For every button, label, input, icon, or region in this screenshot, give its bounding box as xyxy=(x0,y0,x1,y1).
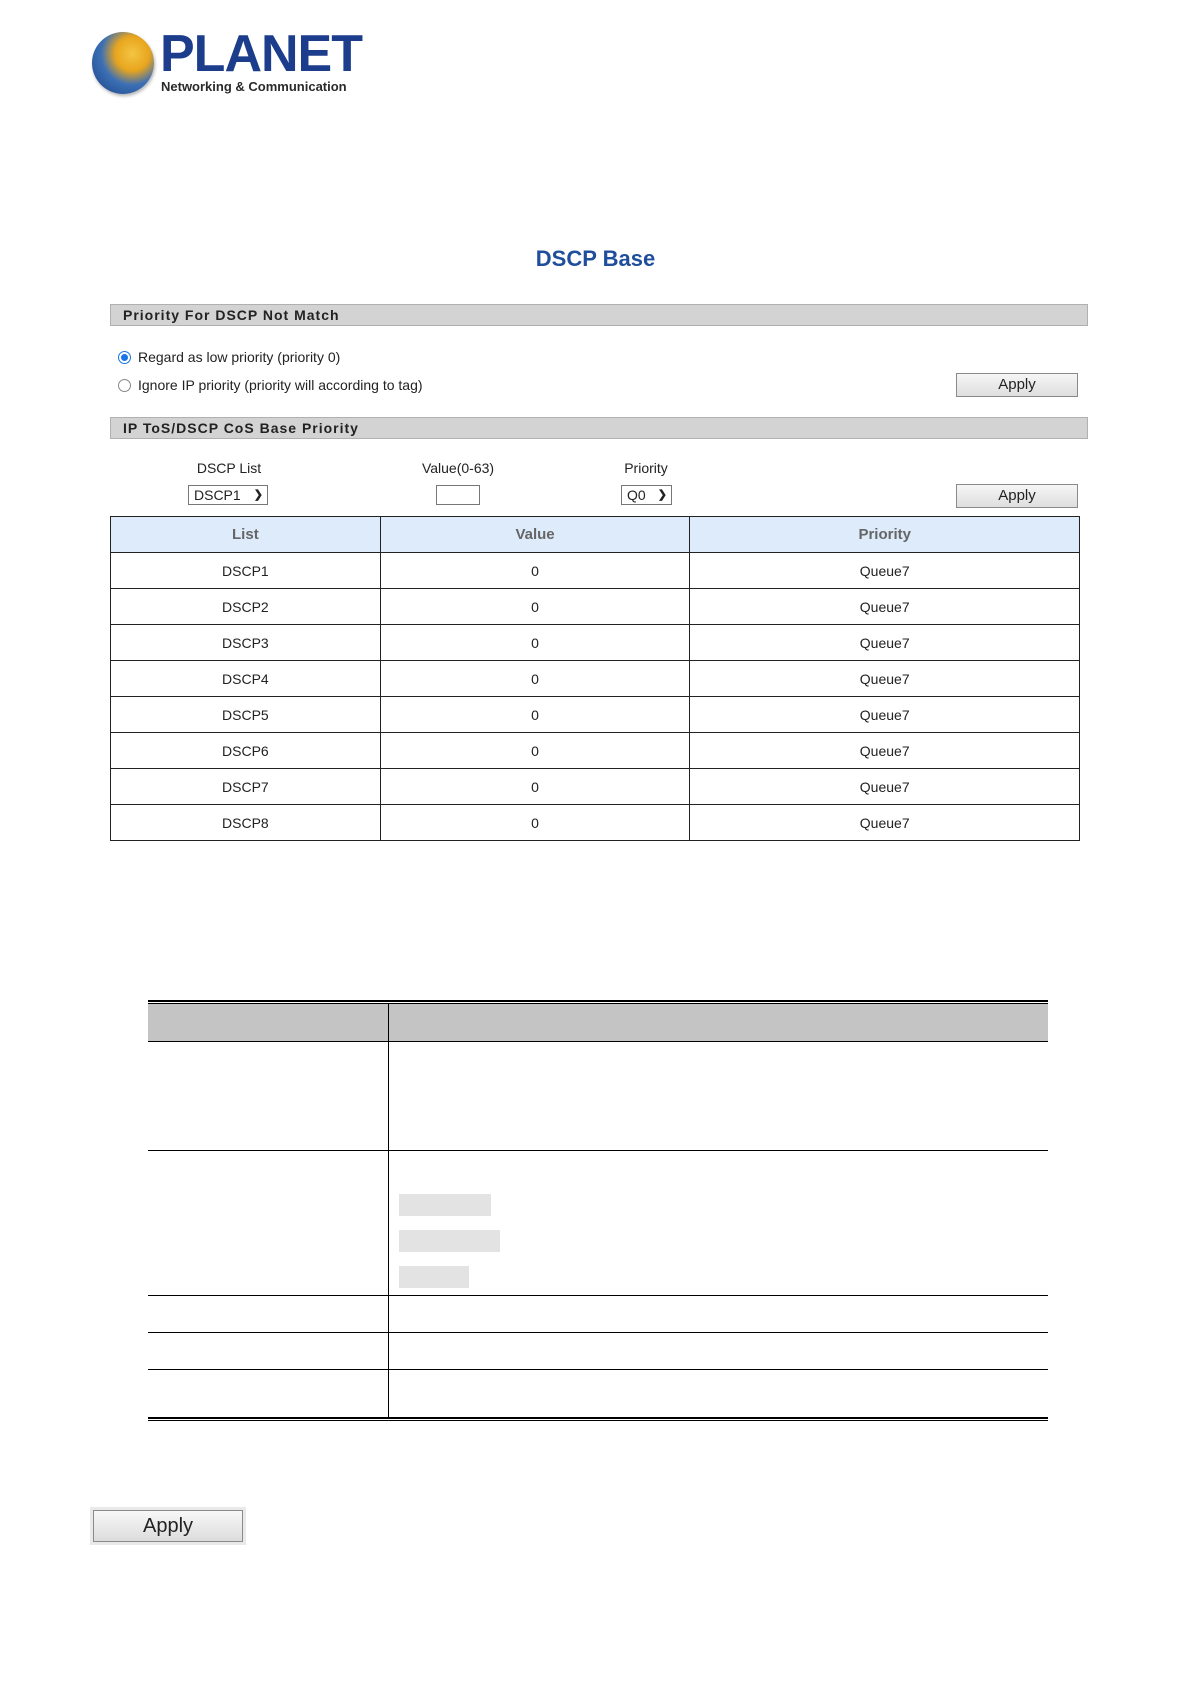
table-row xyxy=(111,553,1080,589)
table-row xyxy=(111,697,1080,733)
cell-value: 0 xyxy=(380,589,690,625)
dscp-list-select[interactable] xyxy=(188,485,268,505)
cell-value: 0 xyxy=(380,661,690,697)
cell-priority: Queue7 xyxy=(690,697,1080,733)
cell-value: 0 xyxy=(380,697,690,733)
value-input[interactable] xyxy=(436,485,480,505)
priority-label: Priority xyxy=(624,460,668,476)
table-row xyxy=(111,769,1080,805)
cell-list: DSCP2 xyxy=(111,589,381,625)
table-bottom-rule xyxy=(148,1417,1048,1421)
cell-value: 0 xyxy=(380,553,690,589)
cell-list: DSCP6 xyxy=(111,733,381,769)
row-divider xyxy=(148,1369,1048,1370)
cell-list: DSCP1 xyxy=(111,553,381,589)
planet-logo-globe-icon xyxy=(92,32,154,94)
column-header-list: List xyxy=(111,517,381,553)
cell-value: 0 xyxy=(380,769,690,805)
cell-list: DSCP7 xyxy=(111,769,381,805)
priority-select[interactable] xyxy=(621,485,672,505)
logo-title: PLANET xyxy=(160,25,362,83)
value-label: Value(0-63) xyxy=(421,460,495,476)
radio-option-low-priority[interactable] xyxy=(118,349,340,365)
cell-priority: Queue7 xyxy=(690,625,1080,661)
row-divider xyxy=(148,1332,1048,1333)
cell-value: 0 xyxy=(380,625,690,661)
section-header-not-match: Priority For DSCP Not Match xyxy=(110,304,1088,326)
cell-priority: Queue7 xyxy=(690,805,1080,841)
table-row xyxy=(111,805,1080,841)
table-row xyxy=(111,589,1080,625)
description-table-header xyxy=(148,1004,1048,1042)
dscp-list-selected-value: DSCP1 xyxy=(194,487,241,503)
dscp-list-label: DSCP List xyxy=(196,460,262,476)
column-header-value: Value xyxy=(380,517,690,553)
apply-button-example[interactable]: Apply xyxy=(93,1510,243,1542)
table-row xyxy=(111,625,1080,661)
apply-button-example-frame xyxy=(90,1507,246,1545)
cell-priority: Queue7 xyxy=(690,661,1080,697)
cell-list: DSCP5 xyxy=(111,697,381,733)
table-row xyxy=(111,733,1080,769)
radio-label-ignore-ip-priority: Ignore IP priority (priority will according to tag) xyxy=(138,377,423,393)
table-header-row xyxy=(111,517,1080,553)
radio-option-ignore-ip-priority[interactable] xyxy=(118,377,423,393)
cell-value: 0 xyxy=(380,733,690,769)
radio-selected-icon[interactable] xyxy=(118,351,131,364)
highlight-chip xyxy=(399,1194,491,1216)
cell-list: DSCP8 xyxy=(111,805,381,841)
cell-priority: Queue7 xyxy=(690,589,1080,625)
cell-value: 0 xyxy=(380,805,690,841)
radio-unselected-icon[interactable] xyxy=(118,379,131,392)
apply-button-cos-base[interactable]: Apply xyxy=(956,484,1078,508)
highlight-chip xyxy=(399,1230,500,1252)
cell-list: DSCP4 xyxy=(111,661,381,697)
row-divider xyxy=(148,1295,1048,1296)
cell-priority: Queue7 xyxy=(690,769,1080,805)
logo-subtitle: Networking & Communication xyxy=(161,79,347,94)
chevron-down-icon: ❯ xyxy=(657,489,667,501)
table-row xyxy=(111,661,1080,697)
priority-selected-value: Q0 xyxy=(627,487,646,503)
dscp-table xyxy=(110,516,1080,841)
section-header-cos-base: IP ToS/DSCP CoS Base Priority xyxy=(110,417,1088,439)
row-divider xyxy=(148,1150,1048,1151)
cell-priority: Queue7 xyxy=(690,553,1080,589)
cell-priority: Queue7 xyxy=(690,733,1080,769)
cell-list: DSCP3 xyxy=(111,625,381,661)
column-divider xyxy=(388,1004,389,1418)
column-header-priority: Priority xyxy=(690,517,1080,553)
page-title: DSCP Base xyxy=(535,246,656,271)
apply-button-not-match[interactable]: Apply xyxy=(956,373,1078,397)
chevron-down-icon: ❯ xyxy=(253,489,263,501)
highlight-chip xyxy=(399,1266,469,1288)
radio-label-low-priority: Regard as low priority (priority 0) xyxy=(138,349,341,365)
